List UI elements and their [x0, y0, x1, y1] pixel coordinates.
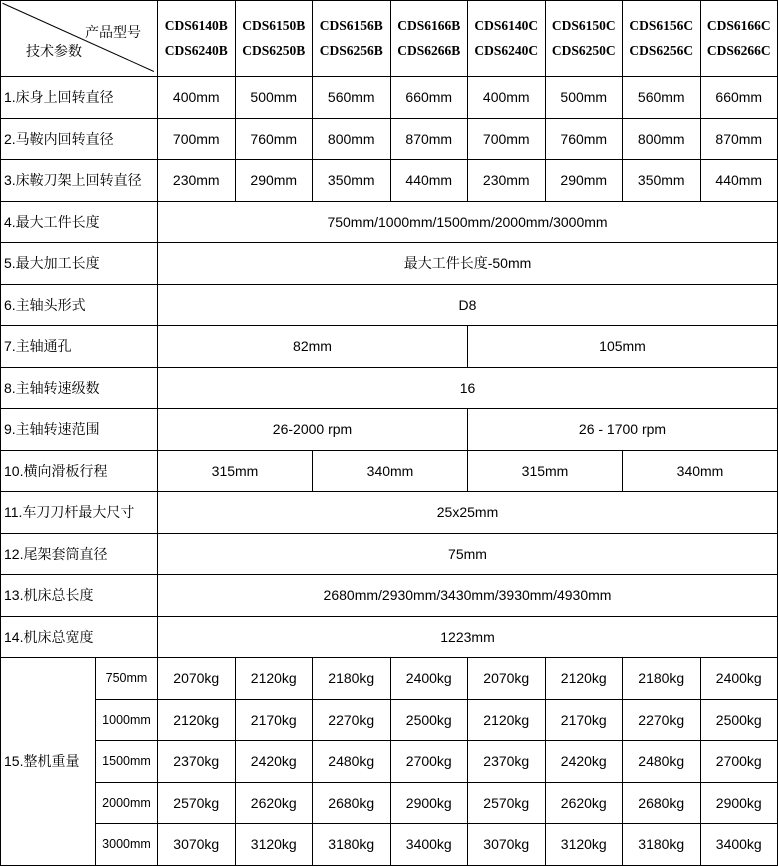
param-value: 660mm [700, 77, 778, 119]
param-value: 870mm [390, 118, 468, 160]
param-value: 500mm [545, 77, 623, 119]
weight-value: 3180kg [313, 824, 391, 866]
param-value: 350mm [623, 160, 701, 202]
weight-value: 2180kg [313, 658, 391, 700]
param-value: 700mm [468, 118, 546, 160]
weight-value: 2900kg [390, 782, 468, 824]
model-name-line2: CDS6240C [474, 42, 539, 58]
table-row [1, 575, 778, 617]
param-value: 1223mm [158, 616, 778, 658]
param-value: 16 [158, 367, 778, 409]
weight-value: 3070kg [468, 824, 546, 866]
weight-row [1, 782, 778, 824]
param-value: 500mm [235, 77, 313, 119]
table-row [1, 284, 778, 326]
model-column-header-4 [390, 1, 468, 77]
table-row [1, 243, 778, 285]
param-label: 3.床鞍刀架上回转直径 [1, 160, 158, 202]
param-value: 340mm [623, 450, 778, 492]
model-name-line2: CDS6266C [706, 42, 771, 58]
weight-value: 2620kg [235, 782, 313, 824]
table-row [1, 533, 778, 575]
param-value: 560mm [313, 77, 391, 119]
weight-value: 2680kg [313, 782, 391, 824]
weight-value: 3120kg [545, 824, 623, 866]
weight-value: 2700kg [390, 741, 468, 783]
param-value: 315mm [158, 450, 313, 492]
weight-value: 2570kg [468, 782, 546, 824]
param-value: 230mm [468, 160, 546, 202]
model-name-line1: CDS6166C [706, 17, 771, 33]
corner-label-product-model: 产品型号 [85, 24, 141, 40]
model-name-line1: CDS6150B [242, 17, 306, 33]
param-value: 最大工件长度-50mm [158, 243, 778, 285]
param-value: 25x25mm [158, 492, 778, 534]
model-column-header-8 [700, 1, 778, 77]
weight-value: 2070kg [158, 658, 236, 700]
weight-value: 3400kg [390, 824, 468, 866]
param-value: 230mm [158, 160, 236, 202]
table-row [1, 367, 778, 409]
weight-value: 3070kg [158, 824, 236, 866]
corner-cell [1, 1, 158, 77]
workpiece-length-label: 1500mm [96, 741, 158, 783]
table-row [1, 450, 778, 492]
param-value: 2680mm/2930mm/3430mm/3930mm/4930mm [158, 575, 778, 617]
weight-value: 2120kg [468, 699, 546, 741]
param-value: 800mm [623, 118, 701, 160]
weight-value: 2480kg [623, 741, 701, 783]
model-name-line1: CDS6156C [629, 17, 694, 33]
weight-value: 2420kg [235, 741, 313, 783]
param-value: 400mm [158, 77, 236, 119]
weight-value: 2900kg [700, 782, 778, 824]
weight-value: 2270kg [313, 699, 391, 741]
corner-label-tech-params: 技术参数 [26, 43, 82, 59]
model-name-line1: CDS6166B [397, 17, 461, 33]
param-value: D8 [158, 284, 778, 326]
param-value: 105mm [468, 326, 778, 368]
model-name-line2: CDS6256B [319, 42, 383, 58]
weight-value: 3120kg [235, 824, 313, 866]
param-value: 75mm [158, 533, 778, 575]
table-row [1, 160, 778, 202]
weight-value: 2480kg [313, 741, 391, 783]
weight-row [1, 824, 778, 866]
table-row [1, 118, 778, 160]
model-column-header-7 [623, 1, 701, 77]
model-name-line1: CDS6150C [551, 17, 616, 33]
param-label: 4.最大工件长度 [1, 201, 158, 243]
workpiece-length-label: 750mm [96, 658, 158, 700]
model-name-line1: CDS6140B [164, 17, 228, 33]
param-label: 14.机床总宽度 [1, 616, 158, 658]
param-value: 290mm [235, 160, 313, 202]
model-column-header-2 [235, 1, 313, 77]
model-name-line2: CDS6240B [164, 42, 228, 58]
model-column-header-5 [468, 1, 546, 77]
weight-value: 2680kg [623, 782, 701, 824]
weight-value: 2170kg [235, 699, 313, 741]
weight-value: 2420kg [545, 741, 623, 783]
model-name-line2: CDS6250B [242, 42, 306, 58]
param-value: 870mm [700, 118, 778, 160]
param-value: 26-2000 rpm [158, 409, 468, 451]
param-value: 340mm [313, 450, 468, 492]
weight-value: 2170kg [545, 699, 623, 741]
table-row [1, 492, 778, 534]
model-name-line1: CDS6156B [319, 17, 383, 33]
param-label: 6.主轴头形式 [1, 284, 158, 326]
weight-row [1, 699, 778, 741]
weight-value: 2400kg [390, 658, 468, 700]
weight-value: 2500kg [700, 699, 778, 741]
param-value: 800mm [313, 118, 391, 160]
param-value: 26 - 1700 rpm [468, 409, 778, 451]
param-value: 760mm [235, 118, 313, 160]
param-label: 5.最大加工长度 [1, 243, 158, 285]
workpiece-length-label: 1000mm [96, 699, 158, 741]
model-column-header-6 [545, 1, 623, 77]
param-value: 440mm [700, 160, 778, 202]
table-row [1, 616, 778, 658]
model-column-header-1 [158, 1, 236, 77]
param-label: 12.尾架套筒直径 [1, 533, 158, 575]
param-value: 290mm [545, 160, 623, 202]
param-value: 82mm [158, 326, 468, 368]
header-row [1, 1, 778, 77]
param-value: 750mm/1000mm/1500mm/2000mm/3000mm [158, 201, 778, 243]
model-name-line2: CDS6250C [551, 42, 616, 58]
table-row [1, 201, 778, 243]
weight-value: 2070kg [468, 658, 546, 700]
weight-value: 3400kg [700, 824, 778, 866]
table-row [1, 326, 778, 368]
weight-value: 2120kg [235, 658, 313, 700]
weight-section-label: 15.整机重量 [1, 658, 96, 866]
param-label: 11.车刀刀杆最大尺寸 [1, 492, 158, 534]
param-value: 350mm [313, 160, 391, 202]
weight-value: 2370kg [158, 741, 236, 783]
weight-value: 2570kg [158, 782, 236, 824]
param-value: 560mm [623, 77, 701, 119]
param-value: 700mm [158, 118, 236, 160]
weight-row [1, 658, 778, 700]
workpiece-length-label: 2000mm [96, 782, 158, 824]
workpiece-length-label: 3000mm [96, 824, 158, 866]
param-value: 440mm [390, 160, 468, 202]
weight-value: 2370kg [468, 741, 546, 783]
param-label: 2.马鞍内回转直径 [1, 118, 158, 160]
param-value: 315mm [468, 450, 623, 492]
weight-value: 2620kg [545, 782, 623, 824]
weight-value: 2500kg [390, 699, 468, 741]
param-label: 9.主轴转速范围 [1, 409, 158, 451]
weight-value: 2180kg [623, 658, 701, 700]
table-row [1, 409, 778, 451]
weight-value: 2270kg [623, 699, 701, 741]
weight-value: 2700kg [700, 741, 778, 783]
param-value: 660mm [390, 77, 468, 119]
weight-row [1, 741, 778, 783]
param-label: 13.机床总长度 [1, 575, 158, 617]
param-label: 10.横向滑板行程 [1, 450, 158, 492]
table-row [1, 77, 778, 119]
param-value: 760mm [545, 118, 623, 160]
weight-value: 2120kg [545, 658, 623, 700]
param-label: 1.床身上回转直径 [1, 77, 158, 119]
param-value: 400mm [468, 77, 546, 119]
model-name-line1: CDS6140C [474, 17, 539, 33]
model-name-line2: CDS6266B [397, 42, 461, 58]
model-name-line2: CDS6256C [629, 42, 694, 58]
model-column-header-3 [313, 1, 391, 77]
param-label: 7.主轴通孔 [1, 326, 158, 368]
param-label: 8.主轴转速级数 [1, 367, 158, 409]
weight-value: 2400kg [700, 658, 778, 700]
weight-value: 2120kg [158, 699, 236, 741]
weight-value: 3180kg [623, 824, 701, 866]
